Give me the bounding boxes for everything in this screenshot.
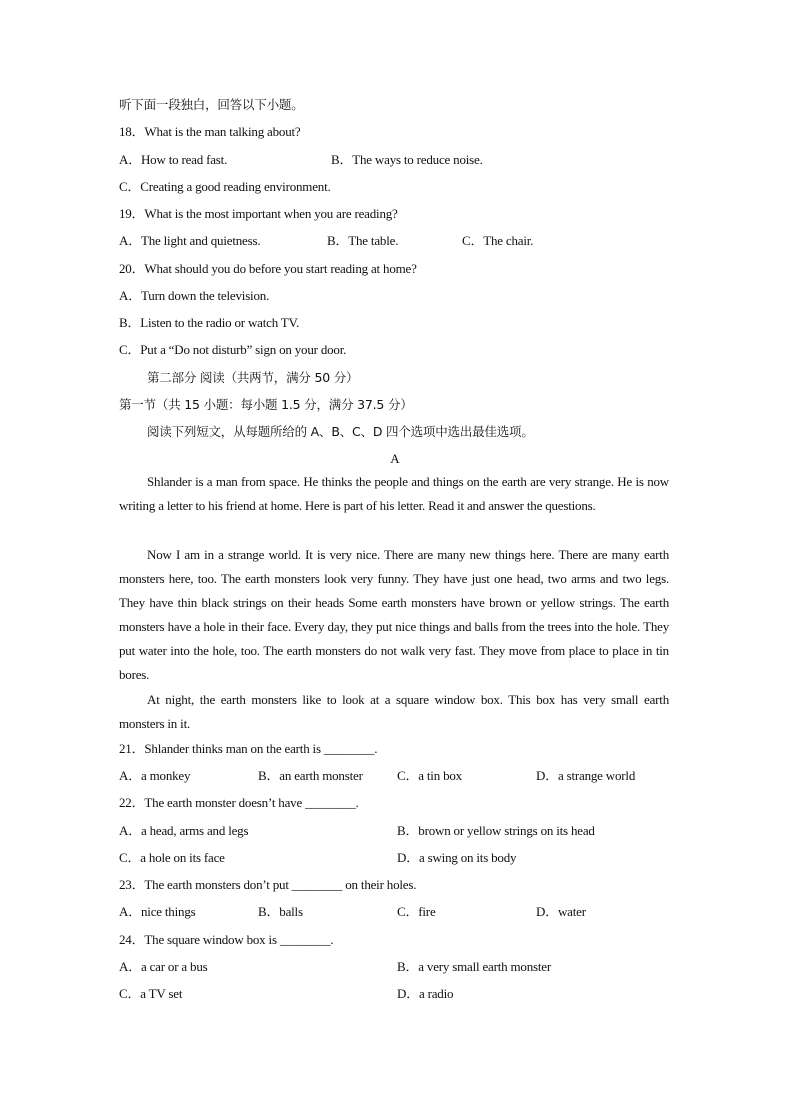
question-21-stem: 21．Shlander thinks man on the earth is ________. [119,741,378,756]
question-21-option-b: B．an earth monster [258,768,363,783]
question-22-option-b: B．brown or yellow strings on its head [397,823,595,838]
question-24-stem: 24．The square window box is ________. [119,932,334,947]
question-22-option-a: A．a head, arms and legs [119,823,249,838]
question-19-option-c: C．The chair. [462,233,534,248]
question-19-stem: 19．What is the most important when you are reading? [119,206,398,221]
question-24-option-c: C．a TV set [119,986,183,1001]
question-18-option-a: A．How to read fast. [119,152,228,167]
question-21-option-d: D．a strange world [536,768,636,783]
listening-intro: 听下面一段独白，回答以下小题。 [119,97,304,112]
question-22-option-d: D．a swing on its body [397,850,517,865]
passage-paragraph-1: Shlander is a man from space. He thinks the people and things on the earth are very strange. He is now writing a letter to his friend at home. Here is part of his letter. Read it and answer the questions. [119,474,669,513]
question-18-stem: 18．What is the man talking about? [119,124,301,139]
question-22-stem: 22．The earth monster doesn’t have ________. [119,795,359,810]
passage-paragraph-2: Now I am in a strange world. It is very nice. There are many new things here. There are many earth monsters here, too. The earth monsters look very funny. They have just one head, two arms and two legs. They have thin black strings on their heads Some earth monsters have brown or yellow strings. The earth monsters have a hole in their face. Every day, they put nice things and balls from the trees into the hole. They put water into the hole, too. The earth monsters do not walk very fast. They move from place to place in tin bores. [119,547,669,682]
passage-paragraph-3: At night, the earth monsters like to look at a square window box. This box has very small earth monsters in it. [119,692,669,731]
question-23-option-c: C．fire [397,904,436,919]
part-two-heading: 第二部分 阅读（共两节，满分 50 分） [147,370,359,385]
question-19-option-b: B．The table. [327,233,399,248]
question-21-option-a: A．a monkey [119,768,191,783]
question-18-option-c: C．Creating a good reading environment. [119,179,331,194]
question-23-option-a: A．nice things [119,904,196,919]
question-23-option-b: B．balls [258,904,303,919]
question-21-option-c: C．a tin box [397,768,462,783]
question-20-option-b: B．Listen to the radio or watch TV. [119,315,300,330]
question-20-option-a: A．Turn down the television. [119,288,270,303]
question-24-option-a: A．a car or a bus [119,959,208,974]
question-24-option-d: D．a radio [397,986,454,1001]
question-23-stem: 23．The earth monsters don’t put ________ on their holes. [119,877,417,892]
passage-letter: A [390,451,400,466]
question-20-option-c: C．Put a “Do not disturb” sign on your door. [119,342,347,357]
question-19-option-a: A．The light and quietness. [119,233,261,248]
question-22-option-c: C．a hole on its face [119,850,225,865]
question-20-stem: 20．What should you do before you start reading at home? [119,261,417,276]
section-one-heading: 第一节（共 15 小题：每小题 1.5 分，满分 37.5 分） [119,397,413,412]
question-18-option-b: B．The ways to reduce noise. [331,152,483,167]
question-24-option-b: B．a very small earth monster [397,959,551,974]
reading-instructions: 阅读下列短文，从每题所给的 A、B、C、D 四个选项中选出最佳选项。 [147,424,534,439]
question-23-option-d: D．water [536,904,586,919]
